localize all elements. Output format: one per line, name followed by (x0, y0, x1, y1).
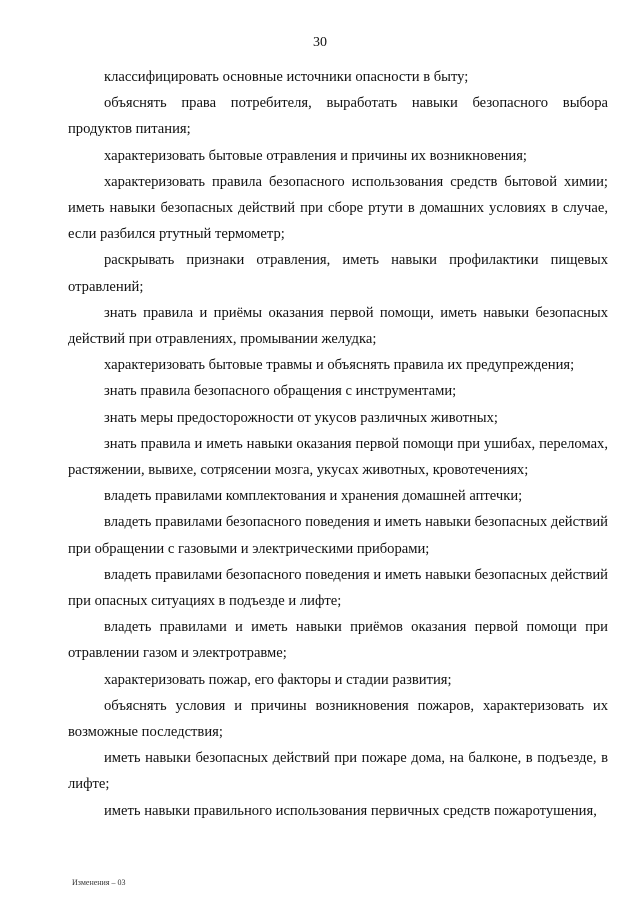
paragraph: знать меры предосторожности от укусов различных животных; (104, 409, 498, 426)
paragraph: иметь навыки правильного использования первичных средств пожаротушения, (104, 802, 597, 819)
body-text (68, 64, 608, 824)
paragraph: владеть правилами и иметь навыки приёмов оказания первой помощи при отравлении газом и электротравме; (68, 619, 608, 662)
page-number: 30 (313, 35, 327, 50)
paragraph: объяснять условия и причины возникновения пожаров, характеризовать их возможные последствия; (68, 697, 608, 741)
paragraph: владеть правилами комплектования и хранения домашней аптечки; (104, 488, 523, 505)
paragraph: владеть правилами безопасного поведения и иметь навыки безопасных действий при опасных ситуациях в подъезде и лифте; (68, 566, 608, 610)
paragraph: характеризовать бытовые отравления и причины их возникновения; (104, 147, 527, 164)
paragraph: классифицировать основные источники опасности в быту; (104, 69, 469, 85)
paragraph: иметь навыки безопасных действий при пожаре дома, на балконе, в подъезде, в лифте; (68, 750, 608, 793)
revision-footer: Изменения – 03 (72, 878, 126, 887)
paragraph: раскрывать признаки отравления, иметь навыки профилактики пищевых отравлений; (68, 252, 608, 295)
paragraph: характеризовать правила безопасного использования средств бытовой химии; иметь навыки безопасных действий при сборе ртути в домашних условиях в случае, если разбился ртутный термометр; (68, 173, 608, 243)
paragraph: знать правила безопасного обращения с инструментами; (104, 383, 457, 400)
paragraph: характеризовать пожар, его факторы и стадии развития; (104, 671, 452, 688)
paragraph: владеть правилами безопасного поведения и иметь навыки безопасных действий при обращении с газовыми и электрическими приборами; (68, 514, 608, 557)
paragraph: объяснять права потребителя, выработать навыки безопасного выбора продуктов питания; (68, 95, 608, 138)
paragraph: знать правила и иметь навыки оказания первой помощи при ушибах, переломах, растяжении, вывихе, сотрясении мозга, укусах животных, кровотечениях; (68, 435, 608, 479)
paragraph: знать правила и приёмы оказания первой помощи, иметь навыки безопасных действий при отравлениях, промывании желудка; (68, 304, 608, 348)
paragraph: характеризовать бытовые травмы и объяснять правила их предупреждения; (104, 357, 575, 374)
